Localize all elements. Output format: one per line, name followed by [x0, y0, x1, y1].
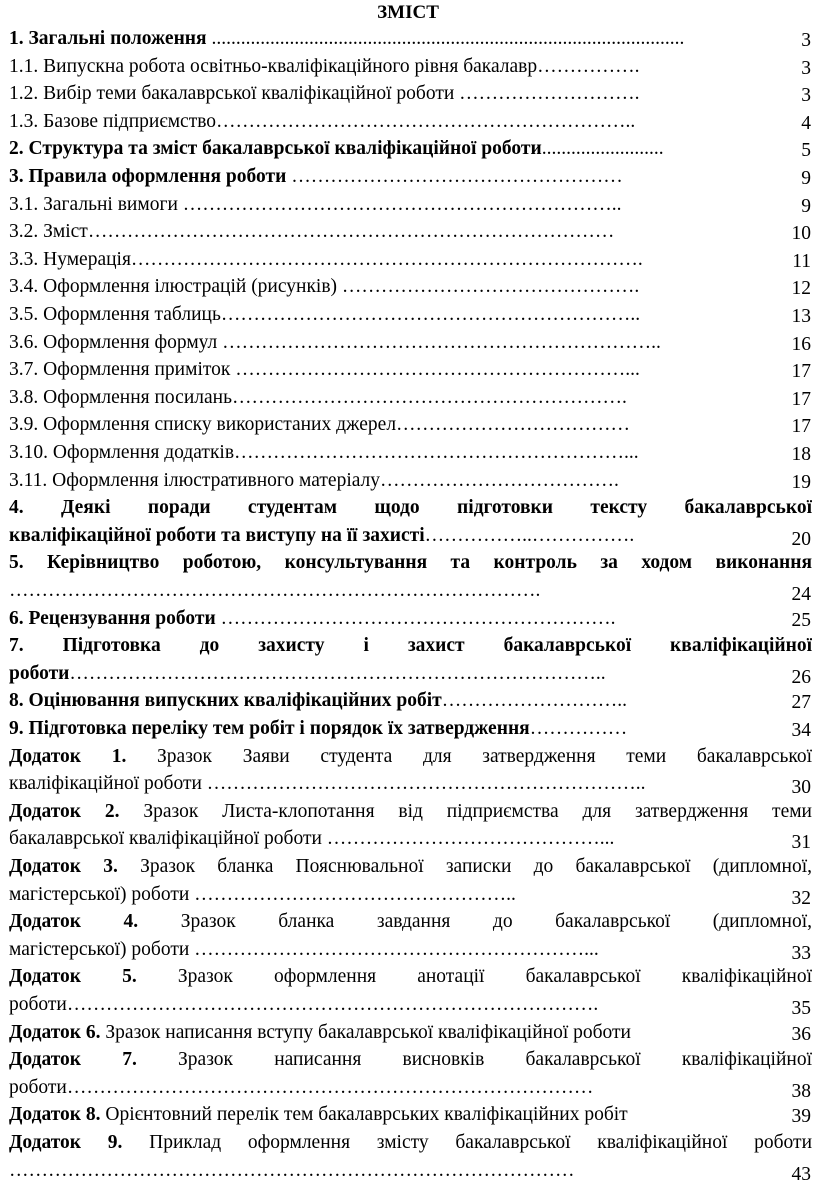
toc-entry	[9, 385, 812, 413]
toc-entry-text: ……………..…………….	[424, 524, 635, 546]
toc-entry-text: 3.6. Оформлення формул …………………………………………………………..	[9, 331, 661, 353]
toc-entry	[9, 247, 812, 275]
toc-entry-bold-text: 4. Деякі поради студентам щодо підготовки тексту бакалаврської	[9, 497, 812, 519]
toc-entry	[9, 192, 812, 220]
toc-entry-bold-text: 2. Структура та зміст бакалаврської кваліфікаційної роботи	[9, 138, 542, 160]
toc-entry-bold-text: 8. Оцінювання випускних кваліфікаційних робіт	[9, 690, 442, 712]
toc-entry	[9, 1130, 812, 1185]
toc-entry-line	[9, 633, 812, 659]
toc-page-number: 34	[791, 720, 811, 741]
toc-entry	[9, 909, 812, 964]
toc-page-number: 17	[791, 388, 811, 410]
toc-page-number: 3	[801, 57, 811, 79]
toc-entry-line	[9, 964, 812, 990]
toc-page-number: 10	[791, 223, 811, 245]
toc-entry-line	[9, 1102, 779, 1128]
toc-entry-line	[9, 247, 779, 273]
toc-entry-line	[9, 550, 812, 576]
toc-entry	[9, 302, 812, 330]
toc-entry-text: Зразок бланка завдання до бакалаврської (дипломної,	[138, 911, 812, 933]
toc-entry-text: ……………………………………………………………………………	[9, 1159, 575, 1181]
toc-entry-text: ……………………………………………	[286, 166, 623, 187]
toc-entry-line	[9, 1020, 779, 1046]
toc-entry-line	[9, 219, 779, 245]
toc-entry-text: магістерської) роботи ……………………………………………………...	[9, 938, 599, 960]
toc-entry	[9, 357, 812, 385]
toc-entry-text: 3.5. Оформлення таблиць………………………………………………………..	[9, 304, 641, 325]
toc-page-number: 9	[801, 168, 811, 189]
toc-entry-text: 3.10. Оформлення додатків……………………………………………………...	[9, 442, 639, 463]
toc-page-number: 9	[801, 195, 811, 217]
toc-entry	[9, 26, 812, 54]
toc-entry-text: 3.4. Оформлення ілюстрацій (рисунків) ……………………………………….	[9, 276, 640, 298]
toc-entry-text: Зразок бланка Пояснювальної записки до бакалаврської (дипломної,	[117, 856, 812, 877]
toc-entry-bold-text: роботи	[9, 662, 70, 684]
toc-entry	[9, 799, 812, 854]
toc-entry-line	[9, 302, 779, 328]
toc-entry	[9, 1020, 812, 1048]
toc-entry-line	[9, 357, 779, 383]
toc-page-number: 3	[801, 85, 811, 107]
toc-entry-line	[9, 192, 779, 218]
toc-entry-line	[9, 661, 779, 687]
toc-entry-line	[9, 1158, 779, 1184]
toc-entry-line	[9, 495, 812, 521]
toc-entry-line	[9, 744, 812, 770]
toc-entry-line	[9, 992, 779, 1018]
toc-page-number: 13	[791, 306, 811, 327]
toc-page-number: 19	[791, 471, 811, 493]
toc-entry-bold-text: Додаток 4.	[9, 911, 139, 933]
toc-page-number: 24	[791, 584, 811, 605]
toc-entry-bold-text: 7. Підготовка до захисту і захист бакалаврської кваліфікаційної	[9, 635, 812, 657]
toc-entry-text: ………………………………………………………………………..	[69, 662, 606, 684]
toc-entry-bold-text: Додаток 9.	[9, 1132, 123, 1153]
toc-page-number: 35	[791, 998, 811, 1019]
toc-entry-bold-text: 3. Правила оформлення роботи	[9, 166, 287, 187]
toc-page-number: 3	[801, 30, 811, 51]
toc-entry-text: Зразок написання висновків бакалаврської кваліфікаційної	[136, 1049, 812, 1071]
toc-entry-line	[9, 26, 779, 52]
toc-entry-line	[9, 854, 812, 880]
toc-page-number: 18	[791, 444, 811, 465]
toc-entry-line	[9, 81, 779, 107]
toc-page-number: 31	[791, 832, 811, 854]
toc-entry-line	[9, 164, 779, 190]
toc-entry-line	[9, 412, 779, 438]
toc-page-number: 16	[791, 333, 811, 355]
toc-page-number: 17	[791, 361, 811, 383]
toc-entry-line	[9, 716, 779, 742]
toc-entry-line	[9, 468, 779, 494]
toc-entry-text: Зразок оформлення анотації бакалаврської кваліфікаційної	[136, 966, 812, 988]
toc-entry-text: 3.11. Оформлення ілюстративного матеріалу……………………………….	[9, 469, 619, 491]
toc-page-number: 38	[791, 1080, 811, 1102]
toc-page-number: 17	[791, 416, 811, 438]
toc-entry-line	[9, 937, 779, 963]
toc-entry-text: …………………………………………………….	[215, 607, 616, 629]
toc-entry	[9, 136, 812, 164]
toc-page-number: 36	[791, 1023, 811, 1045]
toc-entry-line	[9, 1130, 812, 1156]
toc-entry-text: 1.3. Базове підприємство………………………………………………………..	[9, 110, 636, 132]
toc-entry-text: 3.3. Нумерація…………………………………………………………………….	[9, 248, 643, 270]
toc-entry	[9, 81, 812, 109]
toc-entry-line	[9, 1075, 779, 1101]
toc-entry-text: бакалаврської кваліфікаційної роботи ……………………………………...	[9, 828, 615, 850]
toc-entry-line	[9, 771, 779, 797]
toc-entry-text: 3.8. Оформлення посилань…………………………………………………….	[9, 386, 627, 408]
toc-entry	[9, 964, 812, 1019]
toc-entry-line	[9, 330, 779, 356]
toc-entry-text: .................................................................................................	[206, 28, 685, 49]
toc-entry-line	[9, 136, 779, 162]
toc-page-number: 33	[791, 942, 811, 964]
toc-entry-text: роботи………………………………………………………………………	[9, 1076, 594, 1098]
toc-entry	[9, 219, 812, 247]
toc-entry-text: кваліфікаційної роботи …………………………………………………………..	[9, 773, 646, 795]
toc-entry	[9, 495, 812, 550]
toc-page-number: 27	[791, 692, 811, 714]
toc-entry	[9, 412, 812, 440]
toc-entry	[9, 1047, 812, 1102]
toc-entry-text: 3.2. Зміст………………………………………………………………………	[9, 221, 615, 243]
toc-page-number: 20	[791, 528, 811, 550]
toc-entry	[9, 744, 812, 799]
toc-page-number: 11	[792, 250, 811, 272]
toc-entry-bold-text: Додаток 5.	[9, 966, 137, 988]
toc-page-number: 43	[791, 1163, 811, 1185]
toc-entry-bold-text: 6. Рецензування роботи	[9, 607, 216, 629]
toc-entry-text: роботи……………………………………………………………………….	[9, 993, 599, 1015]
toc-entry-line	[9, 54, 779, 80]
toc-entry-line	[9, 688, 779, 714]
toc-entry-text: 1.1. Випускна робота освітньо-кваліфікаційного рівня бакалавр…………….	[9, 55, 640, 77]
toc-entry	[9, 440, 812, 468]
toc-entry-bold-text: 1. Загальні положення	[9, 28, 207, 49]
toc-entry-text: Зразок Заяви студента для затвердження теми бакалаврської	[126, 745, 812, 767]
toc-entry-line	[9, 909, 812, 935]
toc-page-number: 4	[801, 112, 811, 134]
toc-entry-bold-text: Додаток 7.	[9, 1049, 137, 1071]
toc-entry	[9, 54, 812, 82]
toc-entry-bold-text: Додаток 8.	[9, 1104, 101, 1126]
toc-entry	[9, 606, 812, 634]
toc-page-number: 5	[801, 140, 811, 162]
toc-entry-text: ………………………..	[441, 690, 627, 712]
toc-entry	[9, 854, 812, 909]
toc-entry-bold-text: Додаток 2.	[9, 800, 120, 822]
toc-page-number: 32	[791, 887, 811, 909]
toc-entry-line	[9, 109, 779, 135]
toc-entry	[9, 716, 812, 744]
toc-entry-bold-text: 9. Підготовка переліку тем робіт і порядок їх затвердження	[9, 718, 530, 739]
toc-entry-line	[9, 274, 779, 300]
toc-entry-line	[9, 882, 779, 908]
toc-entry	[9, 633, 812, 688]
toc-entry-text: 3.1. Загальні вимоги …………………………………………………………..	[9, 193, 622, 215]
toc-entry-bold-text: Додаток 6.	[9, 1021, 101, 1043]
toc-entry	[9, 164, 812, 192]
toc-entry	[9, 688, 812, 716]
toc-entry-text: .........................	[541, 138, 664, 160]
toc-entry-text: 3.9. Оформлення списку використаних джерел………………………………	[9, 414, 631, 436]
toc-page-number: 25	[791, 609, 811, 631]
toc-entry	[9, 274, 812, 302]
toc-entry-line	[9, 385, 779, 411]
toc-entry-text: Зразок Листа-клопотання від підприємства для затвердження теми	[119, 800, 812, 822]
toc-entry-bold-text: Додаток 1.	[9, 745, 127, 767]
toc-entry-bold-text: кваліфікаційної роботи та виступу на її захисті	[9, 524, 425, 546]
toc-page-number: 39	[791, 1106, 811, 1128]
toc-entry-text: 1.2. Вибір теми бакалаврської кваліфікаційної роботи ……………………….	[9, 83, 640, 105]
toc-entry-line	[9, 523, 779, 549]
page-title: ЗМІСТ	[377, 2, 439, 23]
toc-page-number: 30	[791, 777, 811, 799]
toc-entry	[9, 1102, 812, 1130]
toc-entry-text: магістерської) роботи …………………………………………..	[9, 883, 516, 905]
toc-entry-line	[9, 799, 812, 825]
toc-entry	[9, 109, 812, 137]
toc-entry-text: Зразок написання вступу бакалаврської кваліфікаційної роботи	[100, 1021, 631, 1043]
toc-entry-text: ……………	[529, 718, 628, 739]
toc-entry	[9, 330, 812, 358]
toc-entry-line	[9, 440, 779, 466]
toc-page-number: 12	[791, 278, 811, 300]
toc-entry-text: Орієнтовний перелік тем бакалаврських кваліфікаційних робіт	[100, 1104, 628, 1126]
toc-entry-text: ……………………………………………………………………….	[9, 579, 541, 601]
toc-entry-line	[9, 826, 779, 852]
toc-entry-bold-text: 5. Керівництво роботою, консультування та контроль за ходом виконання	[9, 552, 812, 574]
toc-entry	[9, 550, 812, 605]
toc-entry-line	[9, 1047, 812, 1073]
toc-entry	[9, 468, 812, 496]
toc-page-number: 26	[791, 666, 811, 688]
toc-entry-bold-text: Додаток 3.	[9, 856, 118, 877]
toc-entry-line	[9, 606, 779, 632]
toc-entry-line	[9, 578, 779, 604]
toc-entry-text: Приклад оформлення змісту бакалаврської кваліфікаційної роботи	[122, 1132, 812, 1153]
toc-entry-text: 3.7. Оформлення приміток ……………………………………………………...	[9, 359, 640, 381]
